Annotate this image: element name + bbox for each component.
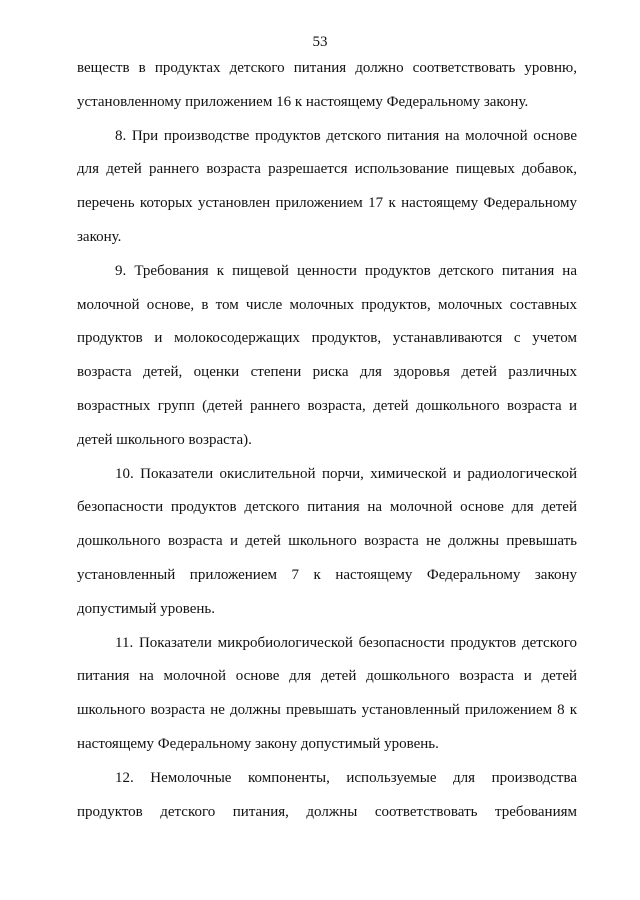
paragraph-12 xyxy=(77,762,577,830)
text-line: 11. Показатели микробиологической безопасности продуктов детского xyxy=(115,634,577,651)
paragraph-9 xyxy=(77,255,577,458)
paragraph-continuation xyxy=(77,52,577,120)
text-line: возраста детей, оценки степени риска для здоровья детей различных xyxy=(77,364,577,381)
paragraph-10 xyxy=(77,458,577,627)
text-line: возрастных групп (детей раннего возраста, детей дошкольного возраста и xyxy=(77,397,577,414)
document-body xyxy=(77,52,577,829)
text-line: 12. Немолочные компоненты, используемые для производства xyxy=(115,769,577,786)
text-line: установленному приложением 16 к настоящему Федеральному закону. xyxy=(77,93,529,110)
text-line: безопасности продуктов детского питания на молочной основе для детей xyxy=(77,499,577,516)
page-number: 53 xyxy=(312,34,328,50)
text-line: 10. Показатели окислительной порчи, химической и радиологической xyxy=(115,465,577,482)
text-line: 9. Требования к пищевой ценности продуктов детского питания на xyxy=(115,262,577,279)
text-line: дошкольного возраста и детей школьного возраста не должны превышать xyxy=(77,533,577,550)
text-line: настоящему Федеральному закону допустимый уровень. xyxy=(77,735,439,752)
text-line: 8. При производстве продуктов детского питания на молочной основе xyxy=(115,127,577,144)
text-line: детей школьного возраста). xyxy=(77,431,252,448)
text-line: молочной основе, в том числе молочных продуктов, молочных составных xyxy=(77,296,577,313)
text-line: питания на молочной основе для детей дошкольного возраста и детей xyxy=(77,668,577,685)
paragraph-8 xyxy=(77,120,577,255)
paragraph-11 xyxy=(77,627,577,762)
text-line: закону. xyxy=(77,228,122,245)
text-line: допустимый уровень. xyxy=(77,600,216,617)
text-line: перечень которых установлен приложением 17 к настоящему Федеральному xyxy=(77,195,577,212)
text-line: продуктов детского питания, должны соответствовать требованиям xyxy=(77,803,577,820)
text-line: установленный приложением 7 к настоящему Федеральному закону xyxy=(77,566,577,583)
text-line: веществ в продуктах детского питания должно соответствовать уровню, xyxy=(77,60,577,76)
text-line: продуктов и молокосодержащих продуктов, устанавливаются с учетом xyxy=(77,330,577,347)
text-line: школьного возраста не должны превышать установленный приложением 8 к xyxy=(77,702,577,719)
text-line: для детей раннего возраста разрешается использование пищевых добавок, xyxy=(77,161,577,178)
